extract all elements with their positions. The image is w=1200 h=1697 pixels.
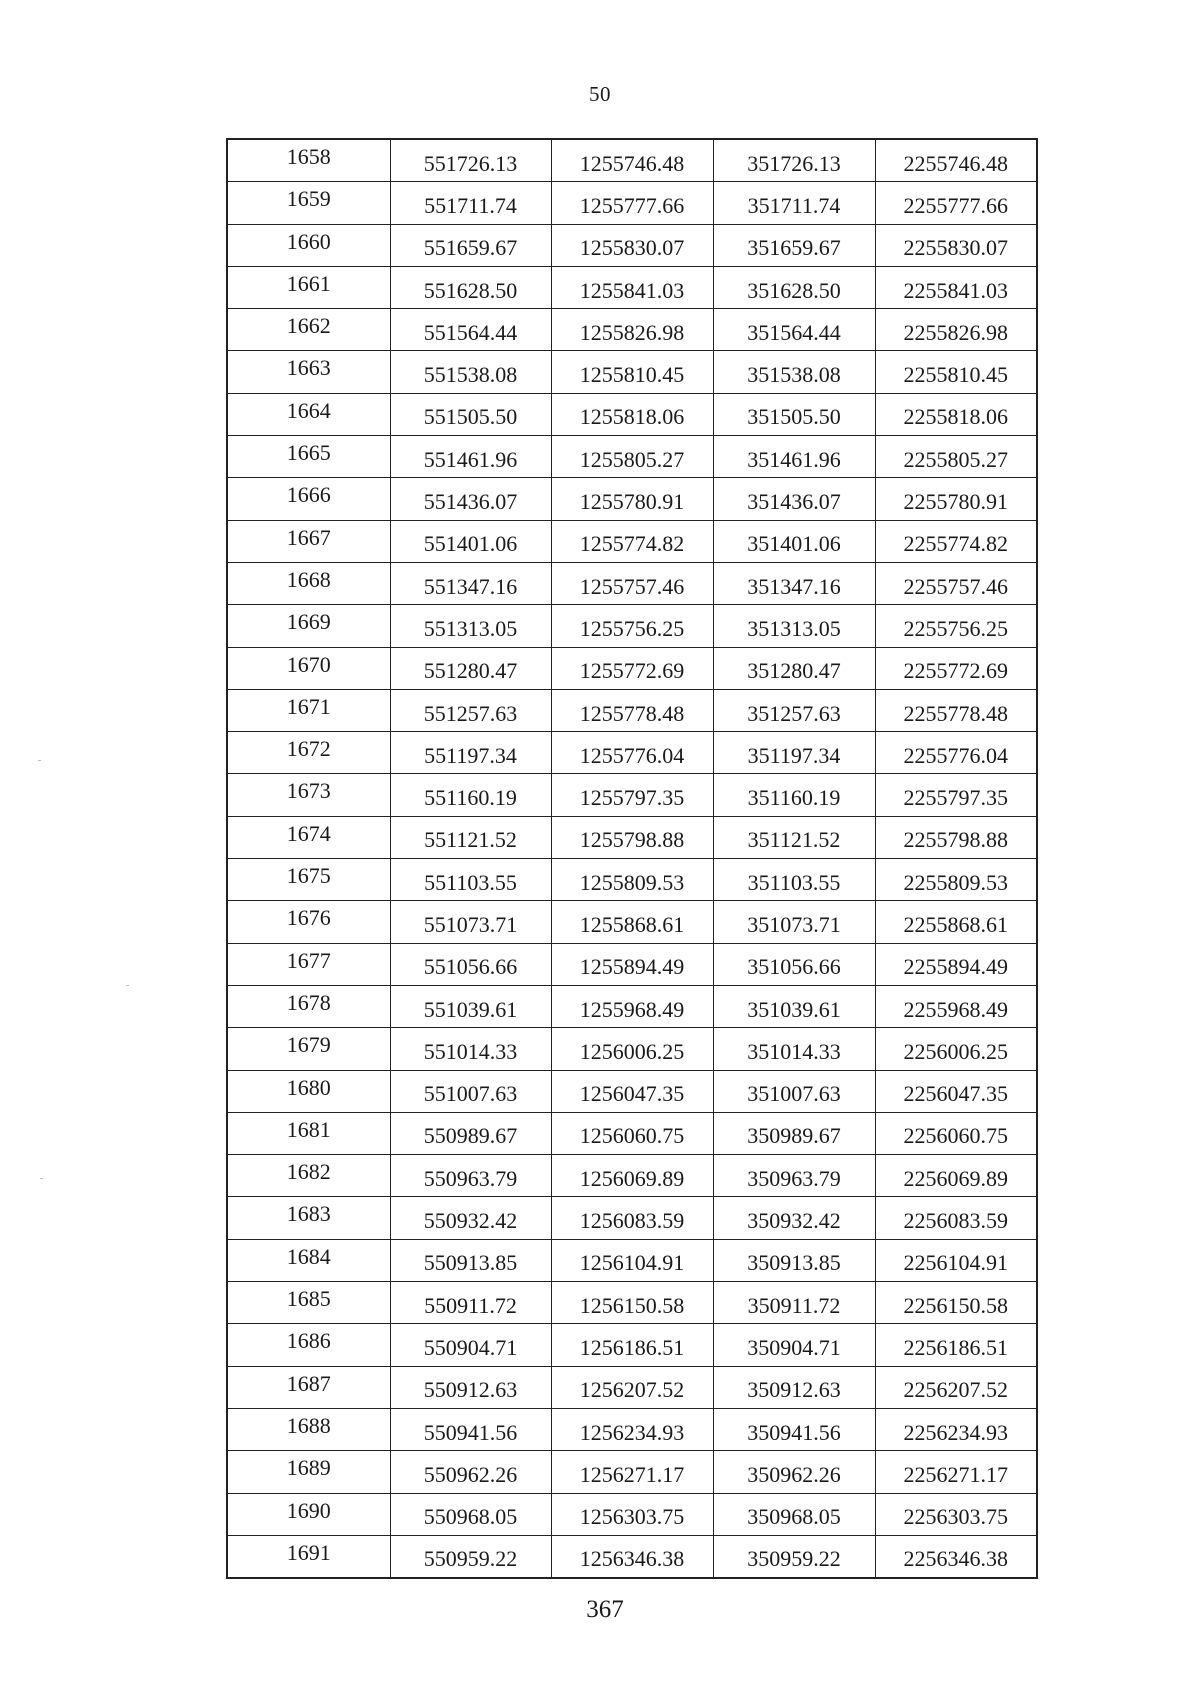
y-coord-cell: 1255841.03 xyxy=(551,266,713,308)
y2-coord-cell: 2256060.75 xyxy=(875,1112,1037,1154)
y-coord-cell: 1256207.52 xyxy=(551,1366,713,1408)
coordinate-table xyxy=(226,138,1038,1579)
point-number-cell: 1674 xyxy=(227,816,390,858)
point-number-cell: 1689 xyxy=(227,1451,390,1493)
point-number-cell: 1665 xyxy=(227,436,390,478)
point-number-cell: 1659 xyxy=(227,182,390,224)
y2-coord-cell: 2256271.17 xyxy=(875,1451,1037,1493)
table-row xyxy=(227,1366,1037,1408)
x2-coord-cell: 350963.79 xyxy=(713,1155,875,1197)
x2-coord-cell: 351160.19 xyxy=(713,774,875,816)
x-coord-cell: 551073.71 xyxy=(390,901,551,943)
point-number-cell: 1677 xyxy=(227,943,390,985)
table-row xyxy=(227,393,1037,435)
x-coord-cell: 550959.22 xyxy=(390,1535,551,1578)
x-coord-cell: 551160.19 xyxy=(390,774,551,816)
x-coord-cell: 550963.79 xyxy=(390,1155,551,1197)
x-coord-cell: 551103.55 xyxy=(390,859,551,901)
point-number-cell: 1668 xyxy=(227,562,390,604)
x-coord-cell: 551628.50 xyxy=(390,266,551,308)
x2-coord-cell: 351711.74 xyxy=(713,182,875,224)
x2-coord-cell: 350912.63 xyxy=(713,1366,875,1408)
point-number-cell: 1676 xyxy=(227,901,390,943)
table-row xyxy=(227,1493,1037,1535)
y-coord-cell: 1256069.89 xyxy=(551,1155,713,1197)
point-number-cell: 1660 xyxy=(227,224,390,266)
y-coord-cell: 1255894.49 xyxy=(551,943,713,985)
x2-coord-cell: 350962.26 xyxy=(713,1451,875,1493)
y-coord-cell: 1255810.45 xyxy=(551,351,713,393)
point-number-cell: 1691 xyxy=(227,1535,390,1578)
x2-coord-cell: 350968.05 xyxy=(713,1493,875,1535)
y-coord-cell: 1256234.93 xyxy=(551,1408,713,1450)
point-number-cell: 1666 xyxy=(227,478,390,520)
point-number-cell: 1687 xyxy=(227,1366,390,1408)
y-coord-cell: 1256346.38 xyxy=(551,1535,713,1578)
y2-coord-cell: 2255797.35 xyxy=(875,774,1037,816)
y2-coord-cell: 2255810.45 xyxy=(875,351,1037,393)
y-coord-cell: 1255746.48 xyxy=(551,139,713,182)
x-coord-cell: 550968.05 xyxy=(390,1493,551,1535)
table-row xyxy=(227,1070,1037,1112)
point-number-cell: 1682 xyxy=(227,1155,390,1197)
table-row xyxy=(227,436,1037,478)
point-number-cell: 1661 xyxy=(227,266,390,308)
y2-coord-cell: 2255868.61 xyxy=(875,901,1037,943)
x2-coord-cell: 351280.47 xyxy=(713,647,875,689)
x-coord-cell: 551014.33 xyxy=(390,1028,551,1070)
x2-coord-cell: 351007.63 xyxy=(713,1070,875,1112)
point-number-cell: 1672 xyxy=(227,732,390,774)
x-coord-cell: 551197.34 xyxy=(390,732,551,774)
y2-coord-cell: 2256047.35 xyxy=(875,1070,1037,1112)
y2-coord-cell: 2256069.89 xyxy=(875,1155,1037,1197)
x2-coord-cell: 351347.16 xyxy=(713,562,875,604)
x2-coord-cell: 350959.22 xyxy=(713,1535,875,1578)
x-coord-cell: 551280.47 xyxy=(390,647,551,689)
y2-coord-cell: 2255777.66 xyxy=(875,182,1037,224)
y2-coord-cell: 2256006.25 xyxy=(875,1028,1037,1070)
y-coord-cell: 1256150.58 xyxy=(551,1282,713,1324)
x2-coord-cell: 351197.34 xyxy=(713,732,875,774)
y2-coord-cell: 2255772.69 xyxy=(875,647,1037,689)
table-row xyxy=(227,689,1037,731)
point-number-cell: 1673 xyxy=(227,774,390,816)
x-coord-cell: 550989.67 xyxy=(390,1112,551,1154)
y2-coord-cell: 2255757.46 xyxy=(875,562,1037,604)
y-coord-cell: 1255757.46 xyxy=(551,562,713,604)
x2-coord-cell: 350989.67 xyxy=(713,1112,875,1154)
scan-speck xyxy=(126,985,129,986)
table-row xyxy=(227,1197,1037,1239)
point-number-cell: 1679 xyxy=(227,1028,390,1070)
table-row xyxy=(227,182,1037,224)
y2-coord-cell: 2255809.53 xyxy=(875,859,1037,901)
x-coord-cell: 551726.13 xyxy=(390,139,551,182)
y2-coord-cell: 2255826.98 xyxy=(875,309,1037,351)
point-number-cell: 1658 xyxy=(227,139,390,182)
x2-coord-cell: 350904.71 xyxy=(713,1324,875,1366)
table-row xyxy=(227,1324,1037,1366)
table-row xyxy=(227,647,1037,689)
point-number-cell: 1681 xyxy=(227,1112,390,1154)
y-coord-cell: 1255778.48 xyxy=(551,689,713,731)
table-row xyxy=(227,605,1037,647)
x-coord-cell: 550962.26 xyxy=(390,1451,551,1493)
x2-coord-cell: 351039.61 xyxy=(713,985,875,1027)
table-row xyxy=(227,1112,1037,1154)
x-coord-cell: 550911.72 xyxy=(390,1282,551,1324)
x-coord-cell: 550912.63 xyxy=(390,1366,551,1408)
table-row xyxy=(227,816,1037,858)
x2-coord-cell: 351014.33 xyxy=(713,1028,875,1070)
y2-coord-cell: 2255756.25 xyxy=(875,605,1037,647)
x-coord-cell: 550913.85 xyxy=(390,1239,551,1281)
table-row xyxy=(227,266,1037,308)
y2-coord-cell: 2255894.49 xyxy=(875,943,1037,985)
y2-coord-cell: 2255798.88 xyxy=(875,816,1037,858)
table-row xyxy=(227,1155,1037,1197)
y-coord-cell: 1255776.04 xyxy=(551,732,713,774)
page-number-bottom: 367 xyxy=(586,1596,624,1623)
table-row xyxy=(227,224,1037,266)
x-coord-cell: 550932.42 xyxy=(390,1197,551,1239)
table-row xyxy=(227,478,1037,520)
x-coord-cell: 551056.66 xyxy=(390,943,551,985)
y-coord-cell: 1255868.61 xyxy=(551,901,713,943)
x2-coord-cell: 351505.50 xyxy=(713,393,875,435)
y-coord-cell: 1256083.59 xyxy=(551,1197,713,1239)
x2-coord-cell: 351121.52 xyxy=(713,816,875,858)
table-row xyxy=(227,774,1037,816)
x2-coord-cell: 351436.07 xyxy=(713,478,875,520)
table-row xyxy=(227,351,1037,393)
x-coord-cell: 551659.67 xyxy=(390,224,551,266)
y-coord-cell: 1255805.27 xyxy=(551,436,713,478)
coordinate-table-body xyxy=(227,139,1037,1578)
x-coord-cell: 551436.07 xyxy=(390,478,551,520)
x-coord-cell: 551347.16 xyxy=(390,562,551,604)
table-row xyxy=(227,1028,1037,1070)
x-coord-cell: 551257.63 xyxy=(390,689,551,731)
table-row xyxy=(227,520,1037,562)
x2-coord-cell: 350913.85 xyxy=(713,1239,875,1281)
y-coord-cell: 1255818.06 xyxy=(551,393,713,435)
y2-coord-cell: 2256346.38 xyxy=(875,1535,1037,1578)
table-row xyxy=(227,139,1037,182)
table-row xyxy=(227,1535,1037,1578)
x2-coord-cell: 351056.66 xyxy=(713,943,875,985)
y-coord-cell: 1256104.91 xyxy=(551,1239,713,1281)
x2-coord-cell: 350932.42 xyxy=(713,1197,875,1239)
table-row xyxy=(227,309,1037,351)
table-row xyxy=(227,985,1037,1027)
x-coord-cell: 551121.52 xyxy=(390,816,551,858)
y-coord-cell: 1255774.82 xyxy=(551,520,713,562)
y-coord-cell: 1256186.51 xyxy=(551,1324,713,1366)
x2-coord-cell: 351073.71 xyxy=(713,901,875,943)
table-row xyxy=(227,943,1037,985)
x-coord-cell: 551461.96 xyxy=(390,436,551,478)
x-coord-cell: 551538.08 xyxy=(390,351,551,393)
point-number-cell: 1669 xyxy=(227,605,390,647)
x2-coord-cell: 351401.06 xyxy=(713,520,875,562)
table-row xyxy=(227,859,1037,901)
x-coord-cell: 551564.44 xyxy=(390,309,551,351)
scan-speck xyxy=(38,760,41,761)
x-coord-cell: 550941.56 xyxy=(390,1408,551,1450)
point-number-cell: 1663 xyxy=(227,351,390,393)
table-row xyxy=(227,1408,1037,1450)
y2-coord-cell: 2256186.51 xyxy=(875,1324,1037,1366)
y2-coord-cell: 2256207.52 xyxy=(875,1366,1037,1408)
y-coord-cell: 1256006.25 xyxy=(551,1028,713,1070)
point-number-cell: 1675 xyxy=(227,859,390,901)
y2-coord-cell: 2255778.48 xyxy=(875,689,1037,731)
y-coord-cell: 1255826.98 xyxy=(551,309,713,351)
y-coord-cell: 1256303.75 xyxy=(551,1493,713,1535)
y-coord-cell: 1256271.17 xyxy=(551,1451,713,1493)
y-coord-cell: 1255830.07 xyxy=(551,224,713,266)
point-number-cell: 1662 xyxy=(227,309,390,351)
y2-coord-cell: 2255780.91 xyxy=(875,478,1037,520)
y-coord-cell: 1255809.53 xyxy=(551,859,713,901)
y-coord-cell: 1255798.88 xyxy=(551,816,713,858)
point-number-cell: 1670 xyxy=(227,647,390,689)
point-number-cell: 1664 xyxy=(227,393,390,435)
x2-coord-cell: 351461.96 xyxy=(713,436,875,478)
y-coord-cell: 1256060.75 xyxy=(551,1112,713,1154)
x2-coord-cell: 351257.63 xyxy=(713,689,875,731)
y2-coord-cell: 2256234.93 xyxy=(875,1408,1037,1450)
table-row xyxy=(227,1451,1037,1493)
x2-coord-cell: 351564.44 xyxy=(713,309,875,351)
x2-coord-cell: 351538.08 xyxy=(713,351,875,393)
x2-coord-cell: 350911.72 xyxy=(713,1282,875,1324)
y-coord-cell: 1255797.35 xyxy=(551,774,713,816)
y2-coord-cell: 2255746.48 xyxy=(875,139,1037,182)
x2-coord-cell: 351659.67 xyxy=(713,224,875,266)
x-coord-cell: 551401.06 xyxy=(390,520,551,562)
y-coord-cell: 1255968.49 xyxy=(551,985,713,1027)
y2-coord-cell: 2255805.27 xyxy=(875,436,1037,478)
y2-coord-cell: 2256150.58 xyxy=(875,1282,1037,1324)
x-coord-cell: 551505.50 xyxy=(390,393,551,435)
y-coord-cell: 1255777.66 xyxy=(551,182,713,224)
y2-coord-cell: 2255968.49 xyxy=(875,985,1037,1027)
x2-coord-cell: 351103.55 xyxy=(713,859,875,901)
table-row xyxy=(227,562,1037,604)
scan-speck xyxy=(40,1178,43,1179)
point-number-cell: 1680 xyxy=(227,1070,390,1112)
y2-coord-cell: 2255830.07 xyxy=(875,224,1037,266)
x-coord-cell: 550904.71 xyxy=(390,1324,551,1366)
x-coord-cell: 551039.61 xyxy=(390,985,551,1027)
point-number-cell: 1690 xyxy=(227,1493,390,1535)
table-row xyxy=(227,1239,1037,1281)
page-number-top: 50 xyxy=(589,82,611,106)
point-number-cell: 1684 xyxy=(227,1239,390,1281)
point-number-cell: 1671 xyxy=(227,689,390,731)
x2-coord-cell: 351628.50 xyxy=(713,266,875,308)
y2-coord-cell: 2256104.91 xyxy=(875,1239,1037,1281)
y2-coord-cell: 2256083.59 xyxy=(875,1197,1037,1239)
point-number-cell: 1678 xyxy=(227,985,390,1027)
x-coord-cell: 551711.74 xyxy=(390,182,551,224)
y2-coord-cell: 2255818.06 xyxy=(875,393,1037,435)
point-number-cell: 1683 xyxy=(227,1197,390,1239)
point-number-cell: 1688 xyxy=(227,1408,390,1450)
point-number-cell: 1685 xyxy=(227,1282,390,1324)
y2-coord-cell: 2255841.03 xyxy=(875,266,1037,308)
y2-coord-cell: 2255774.82 xyxy=(875,520,1037,562)
table-row xyxy=(227,901,1037,943)
table-row xyxy=(227,732,1037,774)
table-row xyxy=(227,1282,1037,1324)
y-coord-cell: 1255780.91 xyxy=(551,478,713,520)
y2-coord-cell: 2255776.04 xyxy=(875,732,1037,774)
x-coord-cell: 551007.63 xyxy=(390,1070,551,1112)
y-coord-cell: 1255772.69 xyxy=(551,647,713,689)
point-number-cell: 1667 xyxy=(227,520,390,562)
point-number-cell: 1686 xyxy=(227,1324,390,1366)
x2-coord-cell: 351726.13 xyxy=(713,139,875,182)
y-coord-cell: 1256047.35 xyxy=(551,1070,713,1112)
y-coord-cell: 1255756.25 xyxy=(551,605,713,647)
x2-coord-cell: 350941.56 xyxy=(713,1408,875,1450)
x-coord-cell: 551313.05 xyxy=(390,605,551,647)
y2-coord-cell: 2256303.75 xyxy=(875,1493,1037,1535)
x2-coord-cell: 351313.05 xyxy=(713,605,875,647)
